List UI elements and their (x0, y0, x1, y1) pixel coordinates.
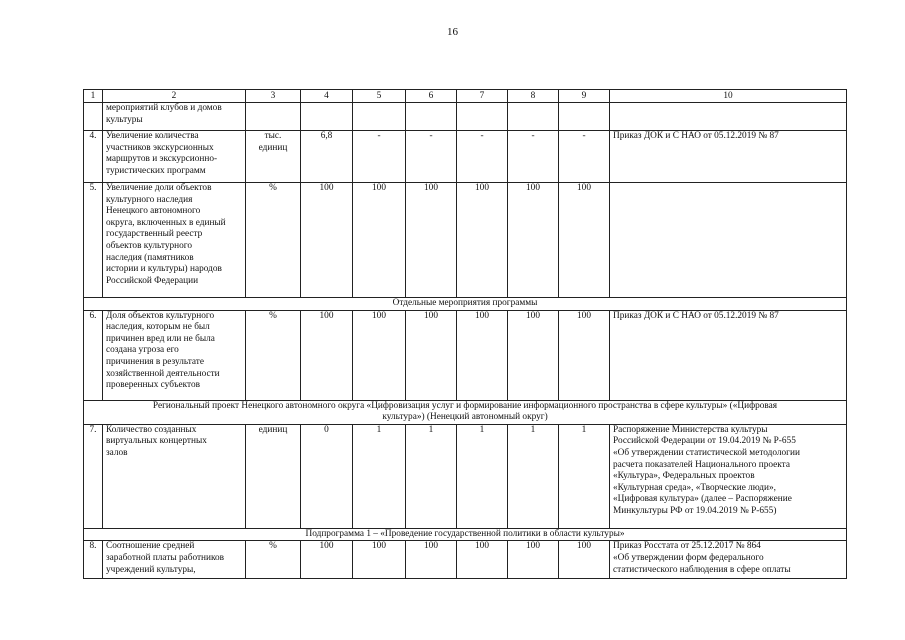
value-cell: 100 (559, 541, 610, 579)
row-number: 5. (84, 183, 103, 298)
col-header: 6 (406, 90, 457, 103)
value-cell: 1 (406, 424, 457, 528)
column-number-row (84, 90, 847, 103)
col-header: 7 (457, 90, 508, 103)
table-row (84, 310, 847, 400)
value-cell: 100 (508, 541, 559, 579)
section-title: Региональный проект Ненецкого автономного округа «Цифровизация услуг и формирование информационного пространства в сфере культуры» («Цифровая культура») (Ненецкий автономный округ) (152, 400, 778, 423)
table-row (84, 103, 847, 131)
row-number: 4. (84, 131, 103, 183)
value-cell: 100 (301, 183, 353, 298)
value-cell: 100 (508, 310, 559, 400)
value-cell: 100 (353, 541, 406, 579)
section-row (84, 528, 847, 541)
source-document: Приказ ДОК и С НАО от 05.12.2019 № 87 (610, 310, 847, 400)
value-cell: 100 (353, 183, 406, 298)
table-row (84, 131, 847, 183)
indicators-table (83, 89, 847, 579)
col-header: 3 (246, 90, 301, 103)
unit: тыс. единиц (258, 131, 288, 153)
value-cell: - (406, 131, 457, 183)
value-cell: 1 (559, 424, 610, 528)
row-number: 8. (84, 541, 103, 579)
value-cell: 1 (353, 424, 406, 528)
value-cell: 100 (353, 310, 406, 400)
value-cell: - (353, 131, 406, 183)
source-document: Приказ Росстата от 25.12.2017 № 864 «Об утверждении форм федерального статистического наблюдения в сфере оплаты (613, 541, 791, 575)
value-cell: 100 (457, 183, 508, 298)
section-row (84, 298, 847, 311)
value-cell: 100 (508, 183, 559, 298)
unit: единиц (258, 424, 288, 435)
value-cell: 100 (301, 541, 353, 579)
table-row (84, 424, 847, 528)
section-title: Отдельные мероприятия программы (84, 298, 847, 311)
value-cell: 100 (457, 310, 508, 400)
page-number: 16 (447, 26, 458, 38)
indicator-name: Количество созданных виртуальных концертных залов (106, 424, 207, 458)
indicator-name: Увеличение доли объектов культурного наследия Ненецкого автономного округа, включенных в единый государственный реестр объектов культурного наследия (памятников истории и культуры) народов Российской Федерации (106, 183, 226, 286)
section-title: Подпрограмма 1 – «Проведение государственной политики в области культуры» (84, 528, 847, 541)
col-header: 5 (353, 90, 406, 103)
value-cell: - (508, 131, 559, 183)
col-header: 1 (84, 90, 103, 103)
col-header: 8 (508, 90, 559, 103)
indicator-name: Доля объектов культурного наследия, которым не был причинен вред или не была создана угроза его причинения в результате хозяйственной деятельности проверенных субъектов (106, 310, 220, 391)
col-header: 4 (301, 90, 353, 103)
value-cell: 1 (457, 424, 508, 528)
table-row (84, 541, 847, 579)
unit: % (269, 310, 277, 321)
value-cell: 100 (406, 183, 457, 298)
value-cell: 1 (508, 424, 559, 528)
value-cell: 100 (457, 541, 508, 579)
source-document (610, 183, 847, 298)
indicator-name: мероприятий клубов и домов культуры (106, 103, 222, 125)
unit: % (269, 541, 277, 552)
section-row (84, 400, 847, 424)
row-number: 6. (84, 310, 103, 400)
value-cell: - (457, 131, 508, 183)
value-cell: 6,8 (301, 131, 353, 183)
value-cell: 0 (301, 424, 353, 528)
indicator-name: Увеличение количества участников экскурсионных маршрутов и экскурсионно- туристических программ (106, 131, 218, 176)
row-number: 7. (84, 424, 103, 528)
value-cell: - (559, 131, 610, 183)
value-cell: 100 (559, 183, 610, 298)
indicator-name: Соотношение средней заработной платы работников учреждений культуры, (106, 541, 225, 575)
source-document: Приказ ДОК и С НАО от 05.12.2019 № 87 (610, 131, 847, 183)
value-cell: 100 (301, 310, 353, 400)
table-row (84, 183, 847, 298)
value-cell: 100 (559, 310, 610, 400)
unit: % (269, 183, 277, 193)
value-cell: 100 (406, 541, 457, 579)
source-document: Распоряжение Министерства культуры Российской Федерации от 19.04.2019 № Р-655 «Об утверждении статистической методологии расчета показателей Национального проекта «Культура», Федеральных проектов «Культурная среда», «Творческие люди», «Цифровая культура» (далее – Распоряжение Минкультуры РФ от 19.04.2019 № Р-655) (613, 424, 800, 516)
col-header: 10 (610, 90, 847, 103)
col-header: 9 (559, 90, 610, 103)
value-cell: 100 (406, 310, 457, 400)
col-header: 2 (103, 90, 246, 103)
